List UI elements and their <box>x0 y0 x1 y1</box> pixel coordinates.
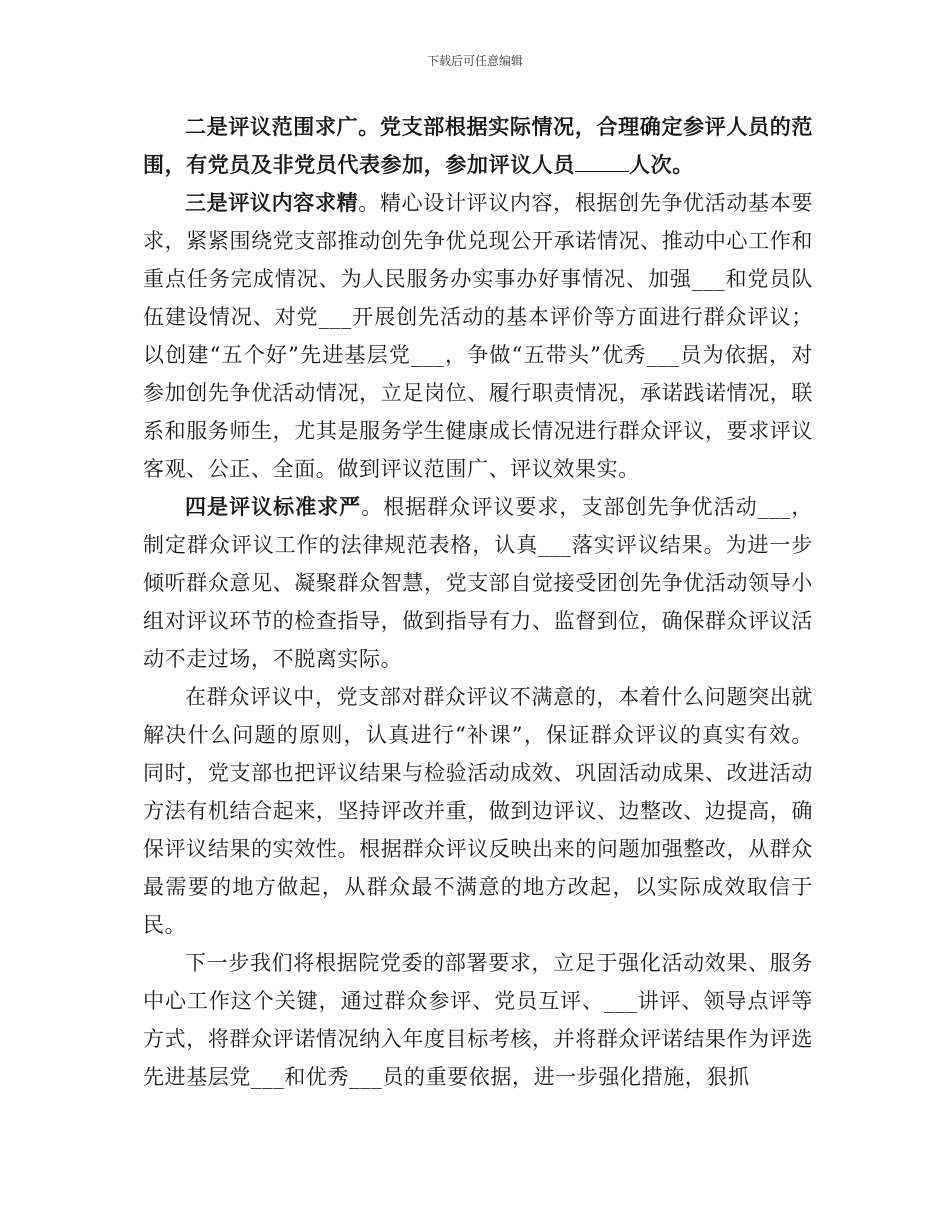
paragraph-lead: 二是评议范围求广。 <box>185 114 380 139</box>
paragraph-scope <box>143 108 813 184</box>
paragraph-standard <box>143 488 813 678</box>
paragraph-evaluation <box>143 678 813 944</box>
paragraph-text: 。精心设计评议内容，根据创先争优活动基本要求，紧紧围绕党支部推动创先争优兑现公开承诺情况、推动中心工作和重点任务完成情况、为人民服务办实事办好事情况、加强___和党员队伍建设情况、对党___开展创先活动的基本评价等方面进行群众评议；以创建“五个好”先进基层党___，争做“五带头”优秀___员为依据，对参加创先争优活动情况，立足岗位、履行职责情况，承诺践诺情况，联系和服务师生，尤其是服务学生健康成长情况进行群众评议，要求评议客观、公正、全面。做到评议范围广、评议效果实。 <box>143 191 813 481</box>
paragraph-text: 下一步我们将根据院党委的部署要求，立足于强化活动效果、服务中心工作这个关键，通过群众参评、党员互评、___讲评、领导点评等方式，将群众评诺情况纳入年度目标考核，并将群众评诺结果作为评选先进基层党___和优秀___员的重要依据，进一步强化措施，狠抓 <box>143 951 813 1089</box>
paragraph-lead: 三是评议内容求精 <box>185 190 359 215</box>
paragraph-text: 。根据群众评议要求，支部创先争优活动___，制定群众评议工作的法律规范表格，认真___落实评议结果。为进一步倾听群众意见、凝聚群众智慧，党支部自觉接受团创先争优活动领导小组对评议环节的检查指导，做到指导有力、监督到位，确保群众评议活动不走过场，不脱离实际。 <box>143 495 813 671</box>
paragraph-text-end: 人次。 <box>629 152 694 177</box>
fill-in-blank <box>575 149 629 172</box>
document-body <box>143 108 813 1096</box>
paragraph-next-step <box>143 944 813 1096</box>
paragraph-text: 在群众评议中，党支部对群众评议不满意的，本着什么问题突出就解决什么问题的原则，认真进行“补课”，保证群众评议的真实有效。同时，党支部也把评议结果与检验活动成效、巩固活动成果、改进活动方法有机结合起来，坚持评改并重，做到边评议、边整改、边提高，确保评议结果的实效性。根据群众评议反映出来的问题加强整改，从群众最需要的地方做起，从群众最不满意的地方改起，以实际成效取信于民。 <box>143 685 813 937</box>
paragraph-lead: 四是评议标准求严 <box>185 494 362 519</box>
paragraph-content <box>143 184 813 488</box>
paragraph-text: 党支部根据实际情况，合理确定参评人员的范围，有党员及非党员代表参加，参加评议人员 <box>143 114 814 177</box>
page-header-note: 下载后可任意编辑 <box>426 54 523 68</box>
